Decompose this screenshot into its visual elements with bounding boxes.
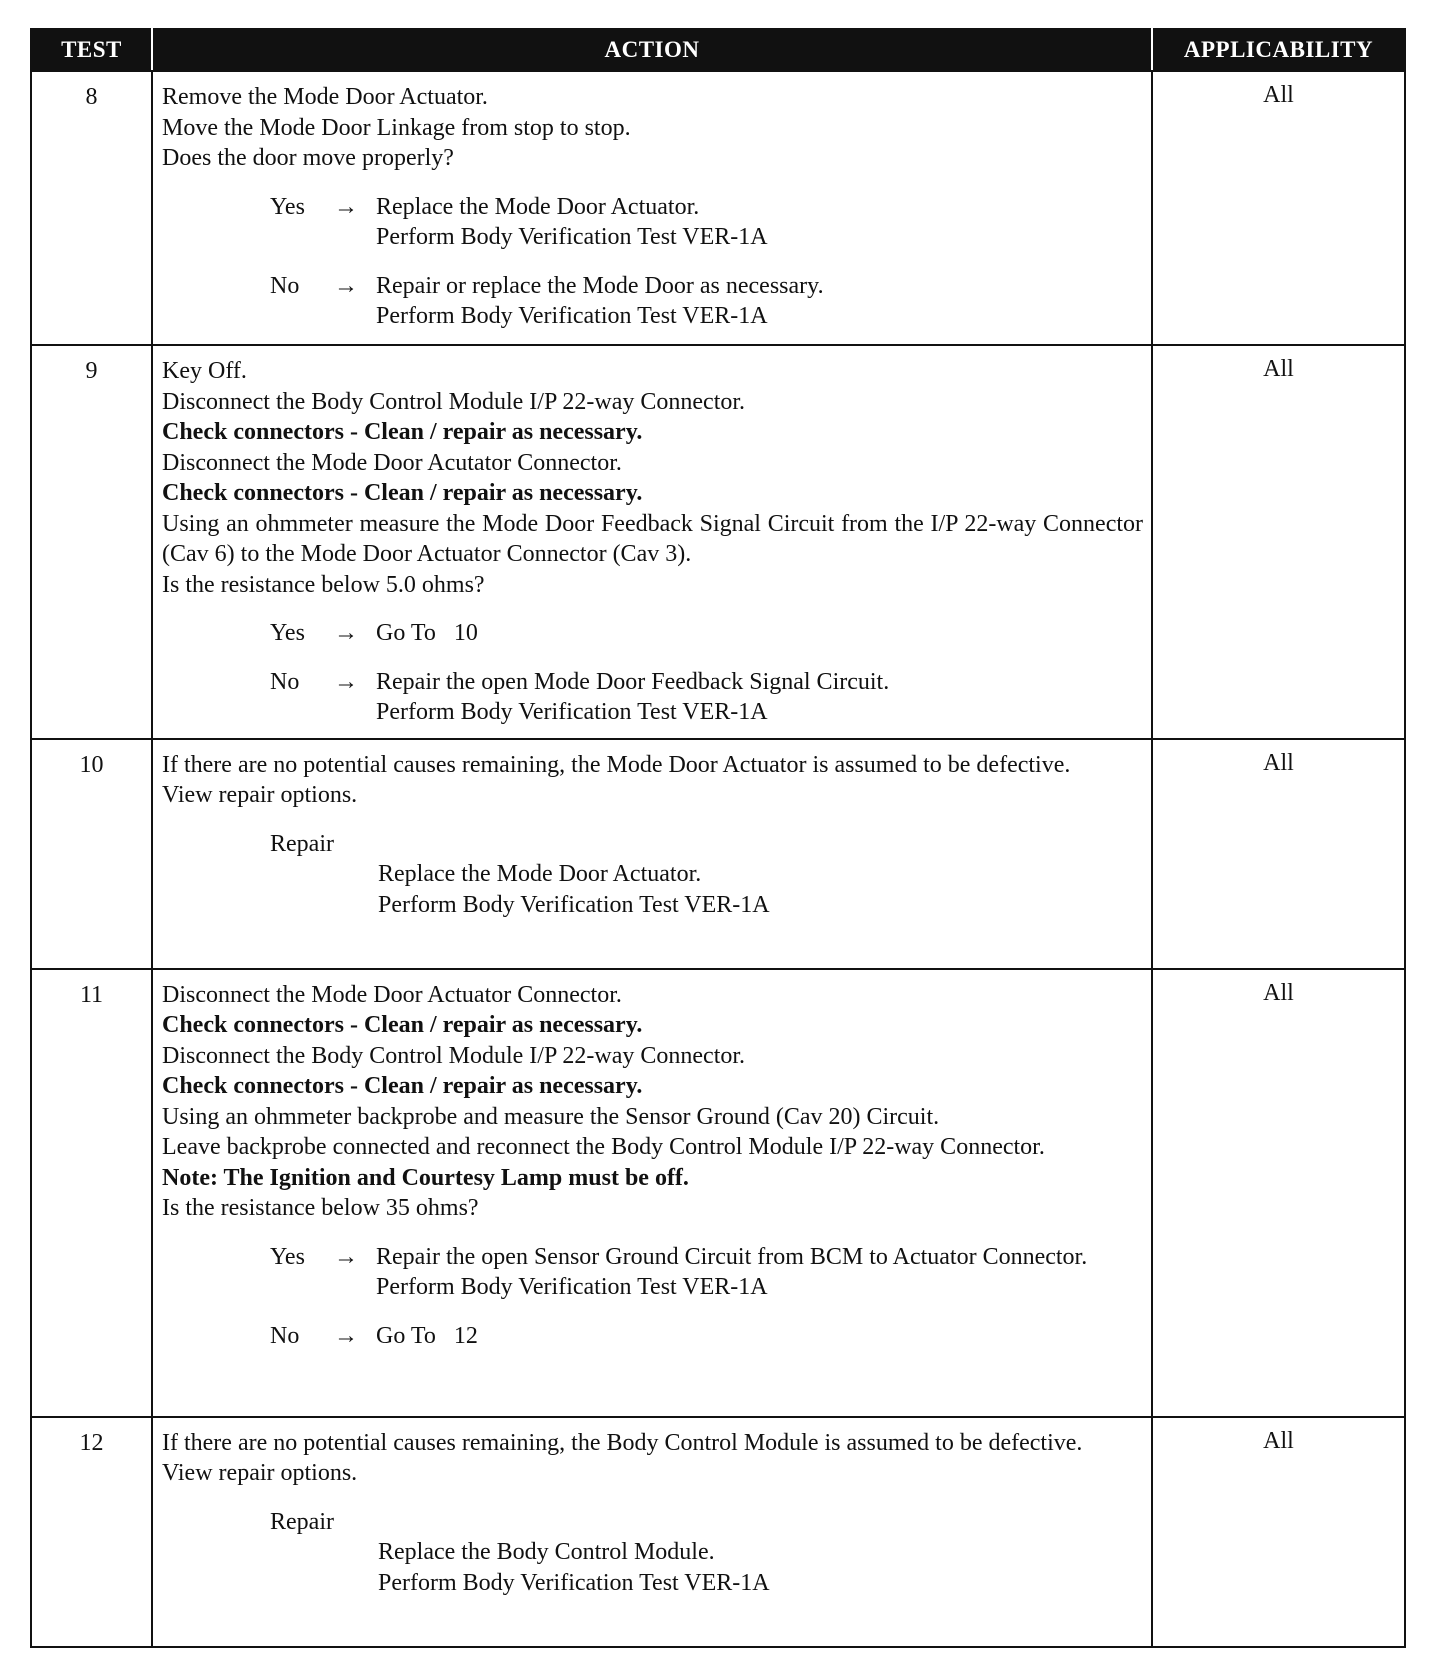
action-line: Disconnect the Body Control Module I/P 22-way Connector. bbox=[162, 388, 746, 415]
option-answer: No bbox=[270, 1322, 300, 1349]
action-line: View repair options. bbox=[162, 1460, 358, 1486]
table-header-row bbox=[31, 29, 1405, 71]
header-test: TEST bbox=[31, 29, 152, 71]
action-line: Leave backprobe connected and reconnect the Body Control Module I/P 22-way Connector. bbox=[162, 1134, 1045, 1160]
action-cell bbox=[152, 1417, 1152, 1647]
option-answer: No bbox=[270, 272, 300, 299]
applicability-cell: All bbox=[1152, 1417, 1405, 1647]
yes-option bbox=[162, 618, 1143, 649]
action-line: Does the door move properly? bbox=[162, 145, 454, 171]
action-line: If there are no potential causes remaining, the Mode Door Actuator is assumed to be defective. bbox=[162, 751, 1071, 778]
header-action: ACTION bbox=[152, 29, 1152, 71]
no-option bbox=[162, 1321, 1143, 1352]
diagnostic-table-page bbox=[30, 28, 1404, 1648]
action-cell bbox=[152, 71, 1152, 345]
option-answer: Yes bbox=[270, 620, 305, 646]
no-option bbox=[162, 271, 1143, 332]
arrow-icon: → bbox=[334, 1243, 358, 1270]
option-answer: Yes bbox=[270, 193, 305, 220]
test-number: 11 bbox=[31, 969, 152, 1417]
repair-step: Perform Body Verification Test VER-1A bbox=[378, 1569, 770, 1596]
repair-step: Perform Body Verification Test VER-1A bbox=[378, 891, 770, 918]
goto-link: Go To 12 bbox=[376, 1322, 478, 1349]
action-line: Remove the Mode Door Actuator. bbox=[162, 84, 488, 110]
table-row bbox=[31, 1417, 1405, 1647]
warning-note: Note: The Ignition and Courtesy Lamp must be off. bbox=[162, 1164, 689, 1191]
option-result: Repair the open Mode Door Feedback Signal Circuit. bbox=[376, 668, 890, 695]
option-answer: Yes bbox=[270, 1243, 305, 1270]
header-applicability: APPLICABILITY bbox=[1152, 29, 1405, 71]
table-row bbox=[31, 739, 1405, 969]
repair-label: Repair bbox=[270, 830, 334, 857]
repair-label: Repair bbox=[270, 1508, 334, 1535]
action-line: Disconnect the Mode Door Acutator Connector. bbox=[162, 449, 622, 476]
no-option bbox=[162, 667, 1143, 728]
table-row bbox=[31, 345, 1405, 739]
action-line: View repair options. bbox=[162, 782, 358, 808]
applicability-cell: All bbox=[1152, 71, 1405, 345]
option-result: Replace the Mode Door Actuator. bbox=[376, 193, 700, 220]
applicability-cell: All bbox=[1152, 345, 1405, 739]
applicability-cell: All bbox=[1152, 739, 1405, 969]
table-row bbox=[31, 969, 1405, 1417]
action-question: Is the resistance below 5.0 ohms? bbox=[162, 571, 485, 598]
yes-option bbox=[162, 192, 1143, 253]
action-cell bbox=[152, 345, 1152, 739]
repair-step: Replace the Body Control Module. bbox=[378, 1539, 715, 1565]
arrow-icon: → bbox=[334, 1322, 358, 1349]
action-question: Is the resistance below 35 ohms? bbox=[162, 1195, 479, 1221]
arrow-icon: → bbox=[334, 272, 358, 299]
arrow-icon: → bbox=[334, 668, 358, 695]
check-connectors-note: Check connectors - Clean / repair as necessary. bbox=[162, 1073, 643, 1099]
action-line: Disconnect the Mode Door Actuator Connector. bbox=[162, 981, 622, 1008]
action-line: Key Off. bbox=[162, 358, 247, 384]
check-connectors-note: Check connectors - Clean / repair as necessary. bbox=[162, 1012, 643, 1038]
action-line: If there are no potential causes remaining, the Body Control Module is assumed to be defective. bbox=[162, 1429, 1083, 1456]
yes-option bbox=[162, 1242, 1143, 1303]
arrow-icon: → bbox=[334, 193, 358, 220]
option-result: Perform Body Verification Test VER-1A bbox=[376, 303, 768, 329]
option-result: Perform Body Verification Test VER-1A bbox=[376, 699, 768, 725]
table-row bbox=[31, 71, 1405, 345]
repair-step: Replace the Mode Door Actuator. bbox=[378, 861, 702, 887]
option-result: Repair or replace the Mode Door as necessary. bbox=[376, 272, 824, 299]
check-connectors-note: Check connectors - Clean / repair as necessary. bbox=[162, 480, 643, 506]
goto-link: Go To 10 bbox=[376, 620, 478, 646]
option-answer: No bbox=[270, 668, 300, 695]
action-line: Using an ohmmeter measure the Mode Door Feedback Signal Circuit from the I/P 22-way Connector (Cav 6) to the Mode Door Actuator Connector (Cav 3). bbox=[162, 510, 1143, 567]
test-number: 9 bbox=[31, 345, 152, 739]
option-result: Repair the open Sensor Ground Circuit from BCM to Actuator Connector. bbox=[376, 1243, 1088, 1270]
diagnostic-test-table bbox=[30, 28, 1406, 1648]
option-result: Perform Body Verification Test VER-1A bbox=[376, 1274, 768, 1300]
arrow-icon: → bbox=[334, 620, 358, 646]
test-number: 8 bbox=[31, 71, 152, 345]
action-line: Using an ohmmeter backprobe and measure the Sensor Ground (Cav 20) Circuit. bbox=[162, 1103, 940, 1130]
action-cell bbox=[152, 739, 1152, 969]
check-connectors-note: Check connectors - Clean / repair as necessary. bbox=[162, 419, 643, 445]
option-result: Perform Body Verification Test VER-1A bbox=[376, 224, 768, 250]
applicability-cell: All bbox=[1152, 969, 1405, 1417]
action-cell bbox=[152, 969, 1152, 1417]
action-line: Disconnect the Body Control Module I/P 22-way Connector. bbox=[162, 1042, 746, 1069]
test-number: 12 bbox=[31, 1417, 152, 1647]
action-line: Move the Mode Door Linkage from stop to stop. bbox=[162, 114, 631, 141]
test-number: 10 bbox=[31, 739, 152, 969]
